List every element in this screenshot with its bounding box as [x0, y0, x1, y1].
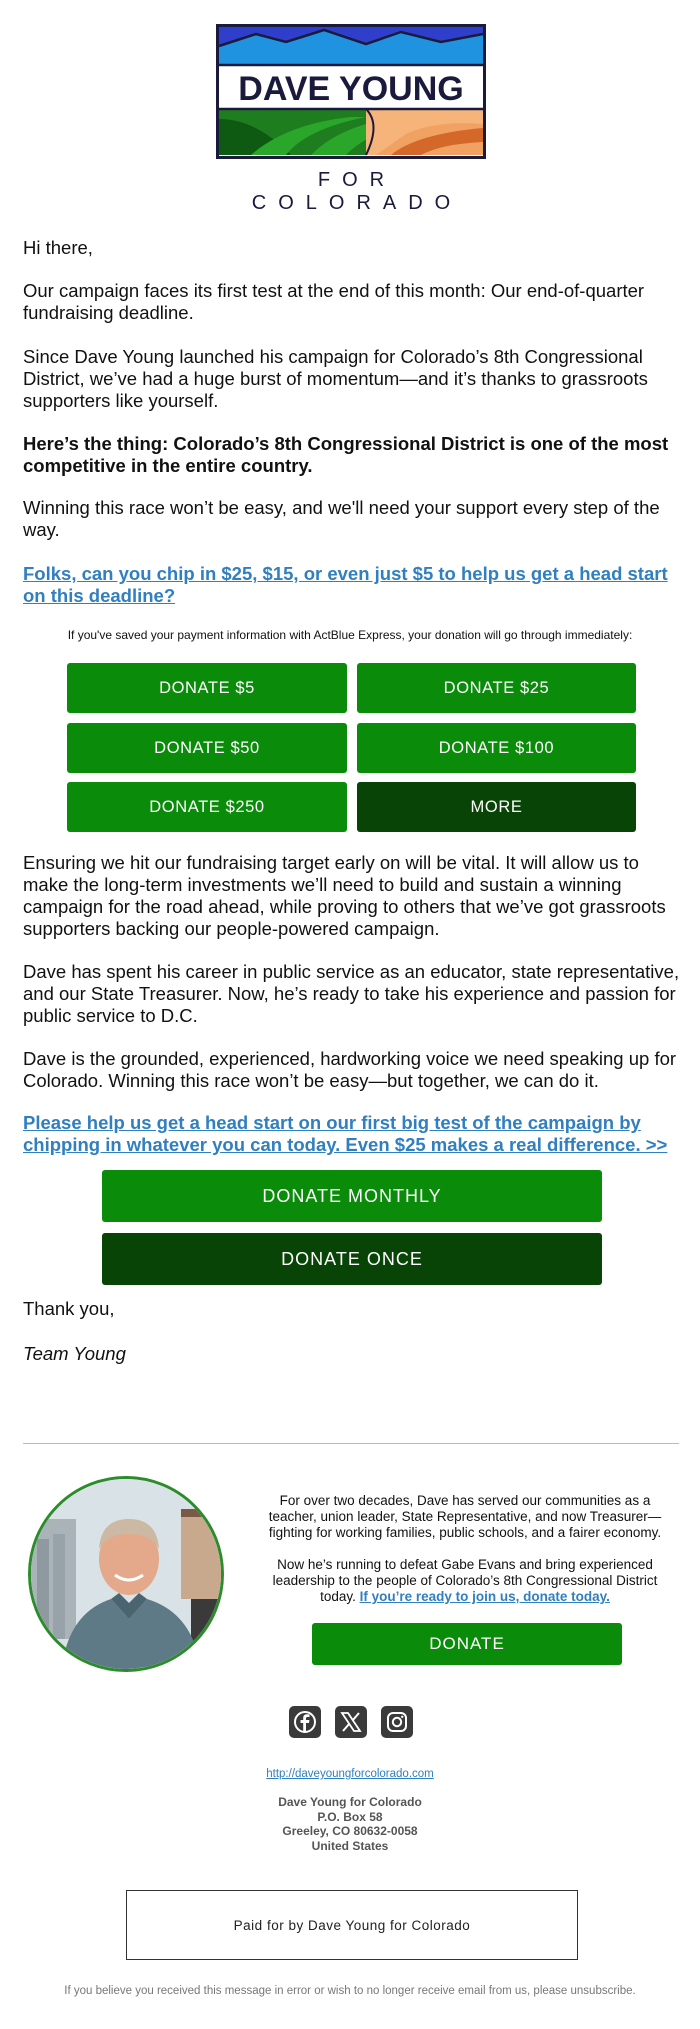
donate-once-button[interactable]: DONATE ONCE [102, 1233, 602, 1285]
paragraph-investments: Ensuring we hit our fundraising target early on will be vital. It will allow us to make the long-term investments we’ll need to build and sustain a winning campaign for the road ahead, while proving to others that we’ve got grassroots supporters backing our people-powered campaign. [23, 852, 666, 939]
chip-in-link[interactable]: Folks, can you chip in $25, $15, or even just $5 to help us get a head start on this deadline? [23, 563, 668, 606]
logo-graphic [216, 24, 486, 159]
unsubscribe-notice: If you believe you received this message in error or wish to no longer receive email from us, please unsubscribe. [64, 1985, 636, 1997]
paid-for-disclaimer: Paid for by Dave Young for Colorado [126, 1890, 578, 1960]
address-line: Dave Young for Colorado [278, 1795, 422, 1809]
logo-name: DAVE YOUNG [238, 70, 464, 108]
paragraph-voice: Dave is the grounded, experienced, hardworking voice we need speaking up for Colorado. Winning this race won’t be easy—but together, we can do it. [23, 1048, 677, 1091]
logo-subtitle: FOR COLORADO [251, 169, 463, 214]
actblue-note: If you've saved your payment information with ActBlue Express, your donation will go through immediately: [67, 628, 633, 642]
signature: Team Young [23, 1343, 126, 1364]
instagram-icon[interactable] [381, 1706, 413, 1738]
donate-25-button[interactable]: DONATE $25 [357, 663, 636, 713]
paragraph-competitive: Here’s the thing: Colorado’s 8th Congressional District is one of the most competitive in the entire country. [23, 433, 669, 476]
paragraph-support: Winning this race won’t be easy, and we'll need your support every step of the way. [23, 497, 660, 540]
donate-250-button[interactable]: DONATE $250 [67, 782, 347, 832]
address-line: P.O. Box 58 [317, 1809, 383, 1824]
address-line: United States [311, 1838, 389, 1853]
donate-more-button[interactable]: MORE [357, 782, 636, 832]
head-start-link[interactable]: Please help us get a head start on our first big test of the campaign by chipping in whatever you can today. Even $25 makes a real difference. >> [23, 1112, 668, 1155]
website-link[interactable]: http://daveyoungforcolorado.com [266, 1768, 434, 1780]
footer-bio-run-text: Now he’s running to defeat Gabe Evans and bring experienced leadership to the people of Colorado’s 8th Congressional District today. [272, 1557, 658, 1604]
footer-join-link[interactable]: If you’re ready to join us, donate today. [359, 1589, 610, 1604]
address-line: Greeley, CO 80632-0058 [282, 1824, 418, 1838]
candidate-photo [28, 1476, 224, 1672]
facebook-icon[interactable] [289, 1706, 321, 1738]
campaign-logo [216, 24, 486, 215]
footer-bio: For over two decades, Dave has served our communities as a teacher, union leader, State Representative, and now Treasurer—fighting for working families, public schools, and a fairer economy. [268, 1493, 662, 1540]
donate-5-button[interactable]: DONATE $5 [67, 663, 347, 713]
donate-50-button[interactable]: DONATE $50 [67, 723, 347, 773]
thanks: Thank you, [23, 1298, 115, 1319]
donate-100-button[interactable]: DONATE $100 [357, 723, 636, 773]
footer-bio-run [255, 1557, 675, 1605]
greeting: Hi there, [23, 237, 93, 258]
footer-donate-button[interactable]: DONATE [312, 1623, 622, 1665]
mailing-address [0, 1795, 700, 1853]
paragraph-career: Dave has spent his career in public service as an educator, state representative, and our State Treasurer. Now, he’s ready to take his experience and passion for public service to D.C. [23, 961, 680, 1026]
x-icon[interactable] [335, 1706, 367, 1738]
donate-monthly-button[interactable]: DONATE MONTHLY [102, 1170, 602, 1222]
paragraph-momentum: Since Dave Young launched his campaign for Colorado’s 8th Congressional District, we’ve had a huge burst of momentum—and it’s thanks to grassroots supporters like yourself. [23, 346, 648, 411]
paragraph-deadline: Our campaign faces its first test at the end of this month: Our end-of-quarter fundraising deadline. [23, 280, 645, 323]
footer-divider [23, 1443, 679, 1444]
